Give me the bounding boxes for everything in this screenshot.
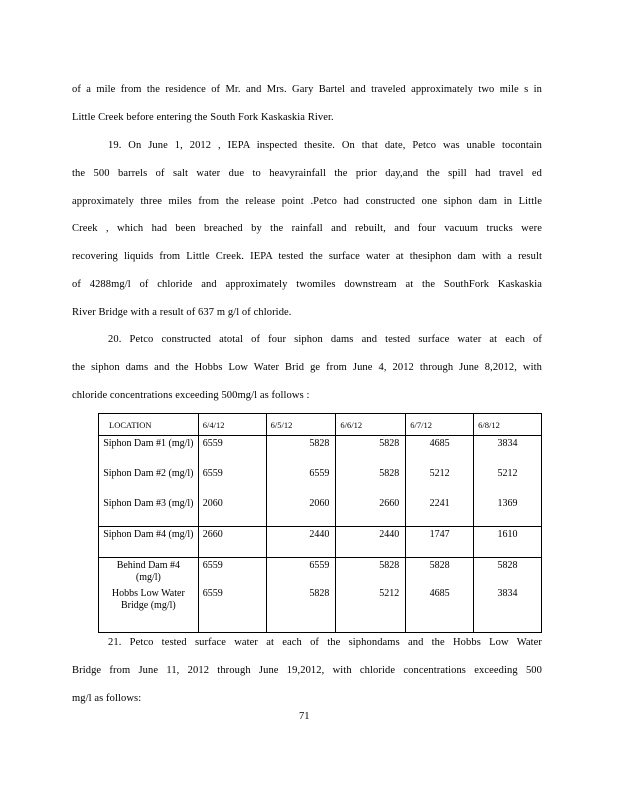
chloride-table	[98, 413, 542, 633]
table-row	[99, 496, 542, 527]
table-header-row	[99, 414, 542, 436]
value-cell: 4685	[406, 586, 474, 633]
value-cell: 1610	[474, 527, 542, 558]
value-cell: 6559	[198, 466, 266, 496]
location-cell: Siphon Dam #3 (mg/l)	[99, 496, 199, 527]
text-line: of a mile from the residence of Mr. and Mrs. Gary Bartel and traveled approximately two mile s in	[72, 84, 542, 95]
paragraph-19-line: the 500 barrels of salt water due to heavyrainfall the prior day,and the spill had travel ed	[72, 168, 542, 179]
column-header-date: 6/8/12	[474, 414, 542, 436]
value-cell: 5828	[266, 586, 336, 633]
column-header-location: LOCATION	[99, 414, 199, 436]
location-cell: Behind Dam #4 (mg/l)	[99, 558, 199, 587]
paragraph-19-line: recovering liquids from Little Creek. IEPA tested the surface water at thesiphon dam with a result	[72, 251, 542, 262]
paragraph-19-line: 19. On June 1, 2012 , IEPA inspected thesite. On that date, Petco was unable tocontain	[108, 140, 542, 151]
location-cell: Siphon Dam #1 (mg/l)	[99, 436, 199, 467]
table-row	[99, 466, 542, 496]
value-cell: 1747	[406, 527, 474, 558]
value-cell: 5828	[266, 436, 336, 467]
value-cell: 5828	[406, 558, 474, 587]
value-cell: 3834	[474, 586, 542, 633]
paragraph-19-line: Creek , which had been breached by the rainfall and rebuilt, and four vacuum trucks were	[72, 223, 542, 234]
value-cell: 2060	[266, 496, 336, 527]
table-row	[99, 527, 542, 558]
value-cell: 2060	[198, 496, 266, 527]
table-row	[99, 558, 542, 587]
paragraph-20-line: the siphon dams and the Hobbs Low Water Brid ge from June 4, 2012 through June 8,2012, with	[72, 362, 542, 373]
location-cell: Siphon Dam #2 (mg/l)	[99, 466, 199, 496]
location-cell: Siphon Dam #4 (mg/l)	[99, 527, 199, 558]
value-cell: 1369	[474, 496, 542, 527]
value-cell: 5212	[406, 466, 474, 496]
column-header-date: 6/6/12	[336, 414, 406, 436]
value-cell: 6559	[198, 586, 266, 633]
paragraph-20-line: 20. Petco constructed atotal of four siphon dams and tested surface water at each of	[108, 334, 542, 345]
value-cell: 5828	[474, 558, 542, 587]
paragraph-21-line: mg/l as follows:	[72, 693, 142, 704]
value-cell: 2241	[406, 496, 474, 527]
text-line: Little Creek before entering the South Fork Kaskaskia River.	[72, 112, 334, 123]
column-header-date: 6/7/12	[406, 414, 474, 436]
table-row	[99, 436, 542, 467]
paragraph-21-line: 21. Petco tested surface water at each of the siphondams and the Hobbs Low Water	[108, 637, 542, 648]
value-cell: 6559	[198, 558, 266, 587]
value-cell: 5828	[336, 558, 406, 587]
table-row	[99, 586, 542, 633]
value-cell: 6559	[266, 558, 336, 587]
column-header-date: 6/4/12	[198, 414, 266, 436]
value-cell: 3834	[474, 436, 542, 467]
paragraph-20-line: chloride concentrations exceeding 500mg/l as follows :	[72, 390, 310, 401]
page-number: 71	[299, 711, 310, 722]
value-cell: 6559	[198, 436, 266, 467]
value-cell: 5212	[336, 586, 406, 633]
value-cell: 2660	[336, 496, 406, 527]
value-cell: 5212	[474, 466, 542, 496]
paragraph-19-line: River Bridge with a result of 637 m g/l of chloride.	[72, 307, 292, 318]
value-cell: 6559	[266, 466, 336, 496]
paragraph-19-line: approximately three miles from the release point .Petco had constructed one siphon dam in Little	[72, 196, 542, 207]
value-cell: 2440	[266, 527, 336, 558]
paragraph-21-line: Bridge from June 11, 2012 through June 19,2012, with chloride concentrations exceeding 500	[72, 665, 542, 676]
value-cell: 5828	[336, 436, 406, 467]
column-header-date: 6/5/12	[266, 414, 336, 436]
value-cell: 5828	[336, 466, 406, 496]
value-cell: 2440	[336, 527, 406, 558]
value-cell: 2660	[198, 527, 266, 558]
paragraph-19-line: of 4288mg/l of chloride and approximately twomiles downstream at the SouthFork Kaskaskia	[72, 279, 542, 290]
value-cell: 4685	[406, 436, 474, 467]
location-cell: Hobbs Low Water Bridge (mg/l)	[99, 586, 199, 633]
